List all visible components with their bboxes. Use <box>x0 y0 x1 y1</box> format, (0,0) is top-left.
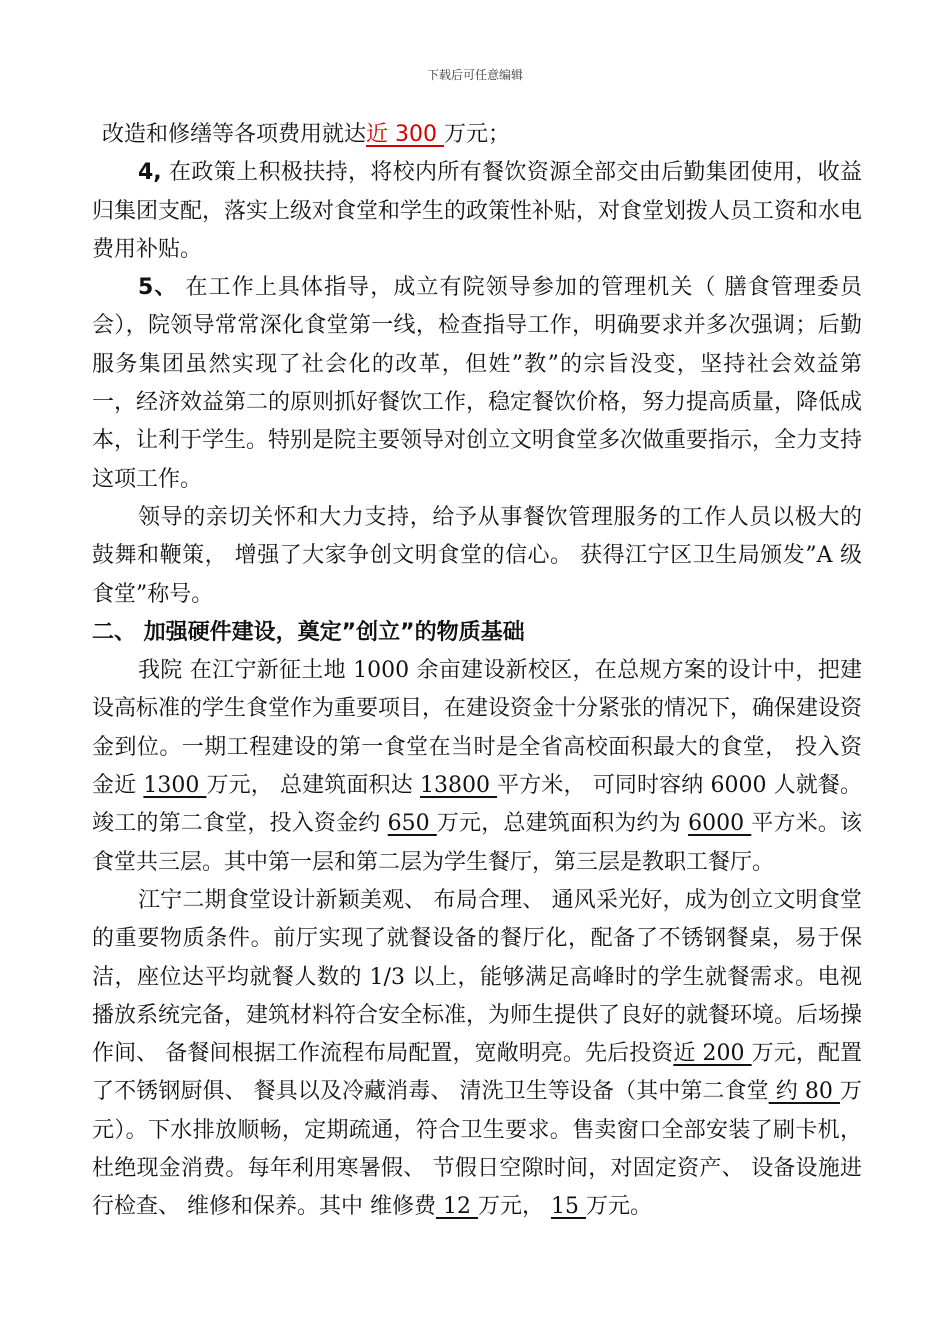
text-segment: 我院 在江宁新征土地 1000 余亩建设新校区，在总规方案的设计中，把建设高标准的学生食堂作为重要项目，在建设资金十分紧张的情况下，确保建设资金到位。一期工程建设的第一食堂在当时是全省高校面积最大的食堂， 投入资金近 <box>92 658 863 799</box>
item-number: 5、 <box>138 275 178 301</box>
text-segment: 改造和修缮等各项费用就达 <box>102 122 367 147</box>
text-segment: 万元）。下水排放顺畅，定期疏通，符合卫生要求。售卖窗口全部安装了刷卡机，杜绝现金消费。每年利用寒暑假、 节假日空隙时间，对固定资产、 设备设施进行检查、 维修和保养。其中 维修费 <box>92 1079 862 1220</box>
text-segment: 平方米， 可同时容纳 6000 人就餐。 竣工的第二食堂，投入资金约 <box>92 773 863 837</box>
item-number: 4, <box>138 160 162 186</box>
paragraph-cost-line <box>92 116 862 154</box>
underlined-value: 15 <box>550 1194 586 1220</box>
underlined-value: 650 <box>387 811 437 837</box>
underlined-value: 13800 <box>419 773 498 799</box>
text-segment: 万元。 <box>585 1194 652 1220</box>
underlined-value: 近 200 <box>673 1041 752 1067</box>
paragraph-text: 在工作上具体指导，成立有院领导参加的管理机关（ 膳食管理委员会），院领导常常深化食堂第一线，检查指导工作，明确要求并多次强调；后勤服务集团虽然实现了社会化的改革，但姓”教”的宗旨没变，坚持社会效益第一，经济效益第二的原则抓好餐饮工作，稳定餐饮价格，努力提高质量，降低成本，让利于学生。特别是院主要领导对创立文明食堂多次做重要指示，全力支持这项工作。 <box>92 275 863 492</box>
underlined-value: 约 80 <box>768 1079 840 1105</box>
underlined-value: 1300 <box>143 773 207 799</box>
underlined-value: 6000 <box>688 811 752 837</box>
text-segment: 江宁二期食堂设计新颖美观、 布局合理、 通风采光好，成为创立文明食堂的重要物质条件。前厅实现了就餐设备的餐厅化，配备了不锈钢餐桌，易于保洁，座位达平均就餐人数的 1/3 以上，能够满足高峰时的学生就餐需求。电视播放系统完备，建筑材料符合安全标准，为师生提供了良好的就餐环境。后场操作间、 备餐间根据工作流程布局配置，宽敞明亮。先后投资 <box>92 887 863 1067</box>
page-header: 下载后可任意编辑 <box>426 68 523 82</box>
highlighted-amount: 近 300 <box>366 122 444 147</box>
paragraph-leadership-care: 领导的亲切关怀和大力支持，给予从事餐饮管理服务的工作人员以极大的鼓舞和鞭策， 增强了大家争创文明食堂的信心。 获得江宁区卫生局颁发”A 级食堂”称号。 <box>92 504 862 607</box>
paragraph-work-guidance <box>92 269 862 499</box>
text-segment: 万元，总建筑面积为约为 <box>436 811 689 837</box>
paragraph-new-campus <box>92 652 862 882</box>
section-heading: 二、 加强硬件建设，奠定”创立”的物质基础 <box>92 619 525 645</box>
text-segment: 万元； <box>444 122 511 147</box>
text-segment: 万元， 总建筑面积达 <box>206 773 420 799</box>
document-body <box>92 116 862 1227</box>
paragraph-phase-two <box>92 882 862 1227</box>
text-segment: 万元， <box>477 1194 551 1220</box>
text-segment: 平方米。该食堂共三层。其中第一层和第二层为学生餐厅，第三层是教职工餐厅。 <box>92 811 863 875</box>
paragraph-text: 在政策上积极扶持，将校内所有餐饮资源全部交由后勤集团使用，收益归集团支配，落实上级对食堂和学生的政策性补贴，对食堂划拨人员工资和水电费用补贴。 <box>92 160 863 262</box>
paragraph-policy-support <box>92 154 862 269</box>
underlined-value: 12 <box>436 1194 478 1220</box>
text-segment: 万元，配置了不锈钢厨俱、 餐具以及冷藏消毒、 清洗卫生等设备（其中第二食堂 <box>92 1041 862 1105</box>
